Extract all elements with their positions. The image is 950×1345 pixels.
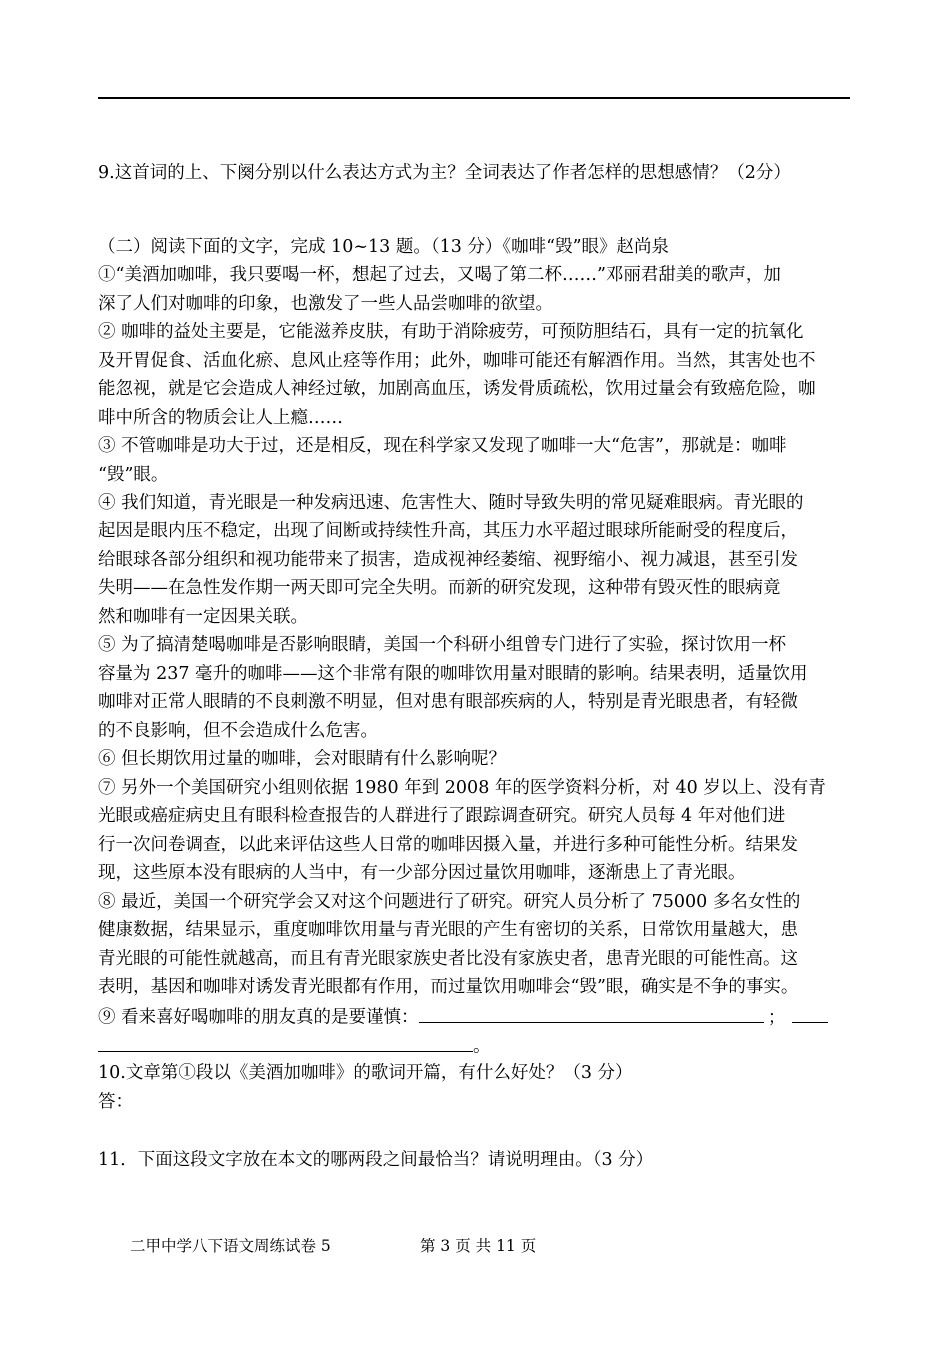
answer-label: 答：: [98, 1092, 133, 1112]
answer-blank-1[interactable]: [419, 1004, 764, 1023]
question-10: 10.文章第①段以《美酒加咖啡》的歌词开篇，有什么好处？（3 分）: [98, 1063, 633, 1083]
passage-line: ② 咖啡的益处主要是，它能滋养皮肤，有助于消除疲劳，可预防胆结石，具有一定的抗氧化: [98, 322, 804, 342]
passage-line: 啡中所含的物质会让人上瘾……: [98, 408, 343, 428]
passage-line: 表明，基因和咖啡对诱发青光眼都有作用，而过量饮用咖啡会“毁”眼，确实是不争的事实。: [98, 977, 799, 997]
passage-line: 现，这些原本没有眼病的人当中，有一少部分因过量饮用咖啡，逐渐患上了青光眼。: [98, 863, 746, 883]
footer-page-number: 第 3 页 共 11 页: [420, 1237, 537, 1255]
paragraph-9-separator: ；: [767, 1007, 786, 1028]
passage-line: ⑥ 但长期饮用过量的咖啡，会对眼睛有什么影响呢？: [98, 749, 507, 769]
paragraph-9-text: ⑨ 看来喜好喝咖啡的朋友真的是要谨慎：: [98, 1007, 419, 1028]
passage-line: ④ 我们知道，青光眼是一种发病迅速、危害性大、随时导致失明的常见疑难眼病。青光眼的: [98, 493, 804, 513]
passage-line: 咖啡对正常人眼睛的不良刺激不明显，但对患有眼部疾病的人，特别是青光眼患者，有轻微: [98, 692, 798, 712]
header-rule: [98, 97, 850, 99]
answer-blank-2-continued[interactable]: [98, 1033, 473, 1052]
paragraph-9: [98, 1004, 828, 1030]
passage-line: ⑤ 为了搞清楚喝咖啡是否影响眼睛，美国一个科研小组曾专门进行了实验，探讨饮用一杯: [98, 635, 787, 655]
paragraph-9-continued: [98, 1033, 491, 1059]
passage-line: 容量为 237 毫升的咖啡——这个非常有限的咖啡饮用量对眼睛的影响。结果表明，适量饮用: [98, 664, 808, 684]
passage-line: 能忽视，就是它会造成人神经过敏，加剧高血压，诱发骨质疏松，饮用过量会有致癌危险，咖: [98, 379, 816, 399]
passage-line: ①“美酒加咖啡，我只要喝一杯，想起了过去，又喝了第二杯……”邓丽君甜美的歌声，加: [98, 265, 781, 285]
paragraph-9-end: 。: [473, 1036, 491, 1057]
passage-line: 失明——在急性发作期一两天即可完全失明。而新的研究发现，这种带有毁灭性的眼病竟: [98, 578, 781, 598]
question-11: 11．下面这段文字放在本文的哪两段之间最恰当？请说明理由。（3 分）: [98, 1150, 654, 1170]
answer-blank-2[interactable]: [792, 1004, 828, 1023]
passage-line: 然和咖啡有一定因果关联。: [98, 607, 308, 627]
passage-line: “毁”眼。: [98, 465, 169, 485]
passage-line: 健康数据，结果显示，重度咖啡饮用量与青光眼的产生有密切的关系，日常饮用量越大，患: [98, 920, 798, 940]
passage-line: ⑦ 另外一个美国研究小组则依据 1980 年到 2008 年的医学资料分析，对 40 岁以上、没有青: [98, 778, 826, 798]
passage-line: 给眼球各部分组织和视功能带来了损害，造成视神经萎缩、视野缩小、视力减退，甚至引发: [98, 550, 798, 570]
footer-exam-title: 二甲中学八下语文周练试卷 5: [130, 1237, 331, 1255]
passage-line: ⑧ 最近，美国一个研究学会又对这个问题进行了研究。研究人员分析了 75000 多名女性的: [98, 892, 801, 912]
section-2-heading: （二）阅读下面的文字，完成 10~13 题。（13 分）《咖啡“毁”眼》赵尚泉: [98, 237, 670, 257]
passage-line: 光眼或癌症病史且有眼科检查报告的人群进行了跟踪调查研究。研究人员每 4 年对他们进: [98, 806, 786, 826]
passage-line: 起因是眼内压不稳定，出现了间断或持续性升高，其压力水平超过眼球所能耐受的程度后，: [98, 521, 798, 541]
passage-line: 的不良影响，但不会造成什么危害。: [98, 721, 378, 741]
passage-line: 行一次问卷调查，以此来评估这些人日常的咖啡因摄入量，并进行多种可能性分析。结果发: [98, 835, 798, 855]
passage-line: ③ 不管咖啡是功大于过，还是相反，现在科学家又发现了咖啡一大“危害”，那就是：咖啡: [98, 436, 787, 456]
passage-line: 及开胃促食、活血化瘀、息风止痉等作用；此外，咖啡可能还有解酒作用。当然，其害处也不: [98, 351, 816, 371]
question-9: 9.这首词的上、下阕分别以什么表达方式为主？全词表达了作者怎样的思想感情？（2分）: [98, 163, 791, 183]
passage-line: 深了人们对咖啡的印象，也激发了一些人品尝咖啡的欲望。: [98, 294, 553, 314]
passage-line: 青光眼的可能性就越高，而且有青光眼家族史者比没有家族史者，患青光眼的可能性高。这: [98, 949, 798, 969]
